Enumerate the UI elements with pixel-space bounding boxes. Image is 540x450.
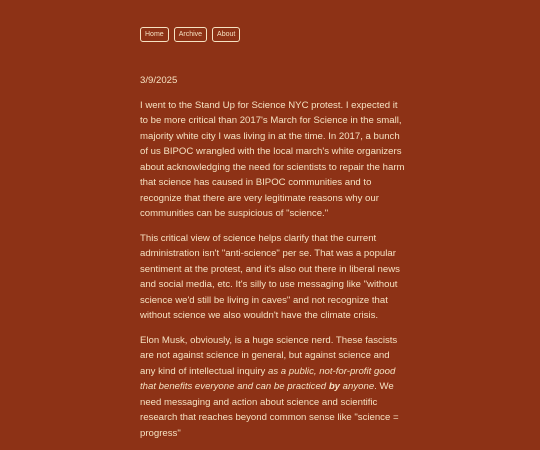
nav-home-link[interactable]: Home: [140, 27, 169, 42]
post-paragraph-1: I went to the Stand Up for Science NYC protest. I expected it to be more critical than 2017's March for Science in the small, majority white city I was living in at the time. In 2017, a bunch of us BIPOC wrangled with the local march's white organizers about acknowledging the need for scientists to repair the harm that science has caused in BIPOC communities and to recognize that there are very legitimate reasons why our communities can be suspicious of "science.": [140, 99, 405, 219]
paragraph-3-emphasis-2: anyone: [340, 381, 375, 392]
nav-about-link[interactable]: About: [212, 27, 240, 42]
nav-archive-link[interactable]: Archive: [174, 27, 207, 42]
paragraph-3-emphasis-1: as a public, not-for-profit good that benefits everyone and can be practiced: [140, 365, 396, 392]
page: [140, 27, 405, 450]
post-paragraph-3: [140, 333, 405, 442]
blog-post: [140, 73, 405, 441]
post-date: 3/9/2025: [140, 75, 178, 86]
paragraph-3-text-a: Elon Musk, obviously, is a huge science nerd. These fascists are not against science in general, but against science and any kind of intellectual inquiry: [140, 334, 398, 377]
paragraph-3-text-b: . We need messaging and action about science and scientific research that reaches beyond common sense like "science = progress": [140, 381, 399, 439]
post-paragraph-2: This critical view of science helps clarify that the current administration isn't "anti-science" per se. That was a popular sentiment at the protest, and it's also out there in liberal news and social media, etc. It's silly to use messaging like "without science we'd still be living in caves" and not recognize that without science we also wouldn't have the climate crisis.: [140, 232, 400, 321]
top-nav: [140, 27, 405, 42]
paragraph-3-strong-emphasis: by: [328, 381, 341, 392]
